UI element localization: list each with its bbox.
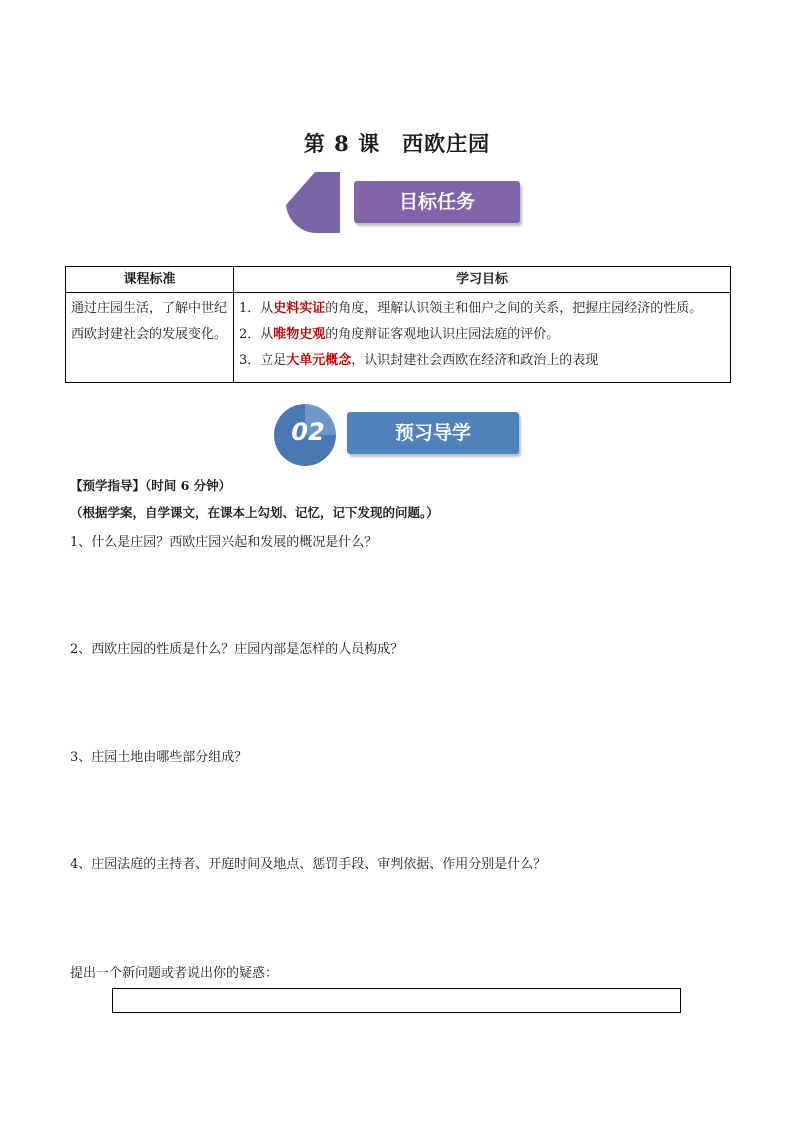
objective-keyword: 唯物史观 [273, 327, 326, 342]
section-number: 02 [291, 418, 325, 446]
table-header: 课程标准 [66, 267, 234, 293]
banner-label: 预习导学 [347, 412, 519, 454]
objective-keyword: 大单元概念 [286, 353, 352, 368]
objective-item [239, 322, 726, 348]
objective-text: 3．立足 [239, 353, 287, 368]
question-4: 4、庄园法庭的主持者、开庭时间及地点、惩罚手段、审判依据、作用分别是什么？ [70, 857, 547, 872]
objective-text: ，认识封建社会西欧在经济和政治上的表现 [351, 353, 599, 368]
section-banner-goals [280, 172, 525, 236]
objective-text: 的角度，理解认识领主和佃户之间的关系，把握庄园经济的性质。 [325, 301, 703, 316]
learning-objectives-cell [234, 293, 731, 383]
objective-item [239, 296, 726, 322]
section-banner-preview [272, 402, 527, 466]
guide-title: 【预学指导】（时间 6 分钟） [70, 478, 232, 493]
doubt-prompt: 提出一个新问题或者说出你的疑惑： [70, 966, 279, 981]
guide-note: （根据学案，自学课文，在课本上勾划、记忆，记下发现的问题。） [70, 505, 439, 520]
objective-text: 的角度辩证客观地认识庄园法庭的评价。 [325, 327, 560, 342]
table-header: 学习目标 [234, 267, 731, 293]
objective-keyword: 史料实证 [273, 301, 326, 316]
question-2: 2、西欧庄园的性质是什么？庄园内部是怎样的人员构成？ [70, 642, 404, 657]
objective-item [239, 348, 726, 374]
question-1: 1、什么是庄园？西欧庄园兴起和发展的概况是什么？ [70, 535, 378, 550]
doubt-answer-box[interactable] [112, 988, 681, 1013]
page-title: 第 8 课 西欧庄园 [303, 131, 491, 156]
course-standard-cell: 通过庄园生活，了解中世纪西欧封建社会的发展变化。 [66, 293, 234, 383]
banner-label: 目标任务 [354, 181, 520, 223]
objective-text: 2．从 [239, 327, 274, 342]
question-3: 3、庄园土地由哪些部分组成？ [70, 750, 248, 765]
goals-table [65, 266, 731, 383]
objective-text: 1．从 [239, 301, 274, 316]
banner-disc-icon [282, 172, 340, 234]
